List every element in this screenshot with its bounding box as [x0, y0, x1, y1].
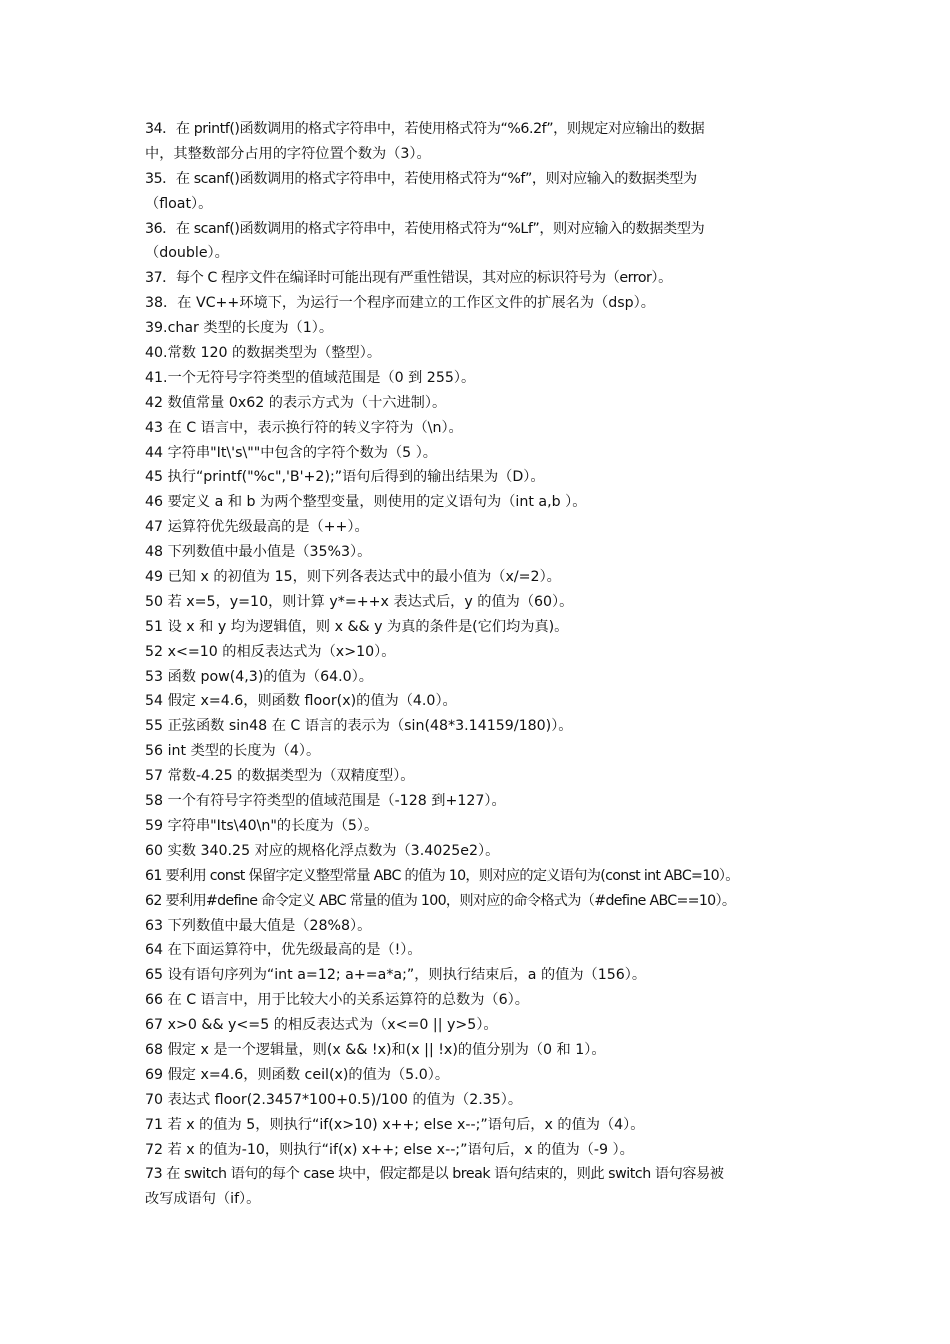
text-line: 51 设 x 和 y 均为逻辑值，则 x && y 为真的条件是(它们均为真)。 — [145, 618, 569, 635]
text-line: 61 要利用 const 保留字定义整型常量 ABC 的值为 10，则对应的定义语句为(const int ABC=10）。 — [145, 867, 739, 884]
text-line: 60 实数 340.25 对应的规格化浮点数为（3.4025e2）。 — [145, 842, 500, 859]
document-body — [145, 117, 810, 1212]
text-line: 36．在 scanf()函数调用的格式字符串中，若使用格式符为“%Lf”，则对应输入的数据类型为 — [145, 220, 705, 237]
text-line: 63 下列数值中最大值是（28%8）。 — [145, 917, 372, 934]
text-line: 46 要定义 a 和 b 为两个整型变量，则使用的定义语句为（int a,b ）。 — [145, 494, 587, 511]
text-line: 34．在 printf()函数调用的格式字符串中，若使用格式符为“%6.2f”，则规定对应输出的数据 — [145, 121, 705, 137]
text-line: 38．在 VC++环境下，为运行一个程序而建立的工作区文件的扩展名为（dsp）。 — [145, 295, 655, 312]
text-line: 50 若 x=5，y=10，则计算 y*=++x 表达式后，y 的值为（60）。 — [145, 593, 574, 610]
text-line: 67 x>0 && y<=5 的相反表达式为（x<=0 || y>5）。 — [145, 1017, 498, 1034]
text-line: 65 设有语句序列为“int a=12; a+=a*a;”，则执行结束后，a 的值为（156）。 — [145, 967, 647, 984]
text-line: 改写成语句（if）。 — [145, 1191, 261, 1208]
text-line: 72 若 x 的值为-10，则执行“if(x) x++; else x--;”语句后，x 的值为（-9 ）。 — [145, 1141, 634, 1158]
text-line: 52 x<=10 的相反表达式为（x>10）。 — [145, 643, 396, 660]
text-line: 55 正弦函数 sin48 在 C 语言的表示为（sin(48*3.14159/180)）。 — [145, 718, 573, 735]
text-line: 69 假定 x=4.6，则函数 ceil(x)的值为（5.0）。 — [145, 1066, 450, 1083]
text-line: 35．在 scanf()函数调用的格式字符串中，若使用格式符为“%f”，则对应输入的数据类型为 — [145, 170, 697, 187]
text-line: 62 要利用#define 命令定义 ABC 常量的值为 100，则对应的命令格式为（#define ABC==10）。 — [145, 892, 736, 909]
text-line: 37．每个 C 程序文件在编译时可能出现有严重性错误，其对应的标识符号为（error）。 — [145, 270, 672, 287]
text-line: （double）。 — [145, 245, 229, 262]
text-line: 70 表达式 floor(2.3457*100+0.5)/100 的值为（2.35）。 — [145, 1091, 523, 1108]
text-line: 49 已知 x 的初值为 15，则下列各表达式中的最小值为（x/=2）。 — [145, 569, 561, 586]
text-line: 54 假定 x=4.6，则函数 floor(x)的值为（4.0）。 — [145, 693, 457, 710]
text-line: 56 int 类型的长度为（4）。 — [145, 743, 321, 760]
text-line: 66 在 C 语言中，用于比较大小的关系运算符的总数为（6）。 — [145, 992, 529, 1009]
text-line: 45 执行“printf("%c",'B'+2);”语句后得到的输出结果为（D）。 — [145, 469, 545, 486]
text-line: 48 下列数值中最小值是（35%3）。 — [145, 544, 372, 561]
text-line: 中，其整数部分占用的字符位置个数为（3）。 — [145, 145, 431, 162]
text-line: 58 一个有符号字符类型的值域范围是（-128 到+127）。 — [145, 793, 506, 810]
text-line: 57 常数-4.25 的数据类型为（双精度型）。 — [145, 768, 415, 785]
text-line: 40.常数 120 的数据类型为（整型）。 — [145, 345, 382, 362]
text-line: 41.一个无符号字符类型的值域范围是（0 到 255）。 — [145, 369, 476, 386]
text-line: 71 若 x 的值为 5，则执行“if(x>10) x++; else x--;”语句后，x 的值为（4）。 — [145, 1116, 645, 1133]
text-line: 53 函数 pow(4,3)的值为（64.0）。 — [145, 668, 373, 685]
text-line: 39.char 类型的长度为（1）。 — [145, 320, 334, 337]
text-line: 68 假定 x 是一个逻辑量，则(x && !x)和(x || !x)的值分别为（0 和 1）。 — [145, 1041, 606, 1058]
text-line: 59 字符串"Its\40\n"的长度为（5）。 — [145, 817, 379, 834]
text-line: 42 数值常量 0x62 的表示方式为（十六进制）。 — [145, 394, 447, 411]
text-line: 73 在 switch 语句的每个 case 块中，假定都是以 break 语句结束的，则此 switch 语句容易被 — [145, 1166, 724, 1183]
text-line: 43 在 C 语言中，表示换行符的转义字符为（\n）。 — [145, 419, 463, 436]
text-line: 64 在下面运算符中，优先级最高的是（!）。 — [145, 942, 422, 959]
text-line: 47 运算符优先级最高的是（++）。 — [145, 519, 369, 536]
text-line: 44 字符串"It\'s\""中包含的字符个数为（5 ）。 — [145, 444, 437, 461]
text-line: （float）。 — [145, 195, 213, 212]
